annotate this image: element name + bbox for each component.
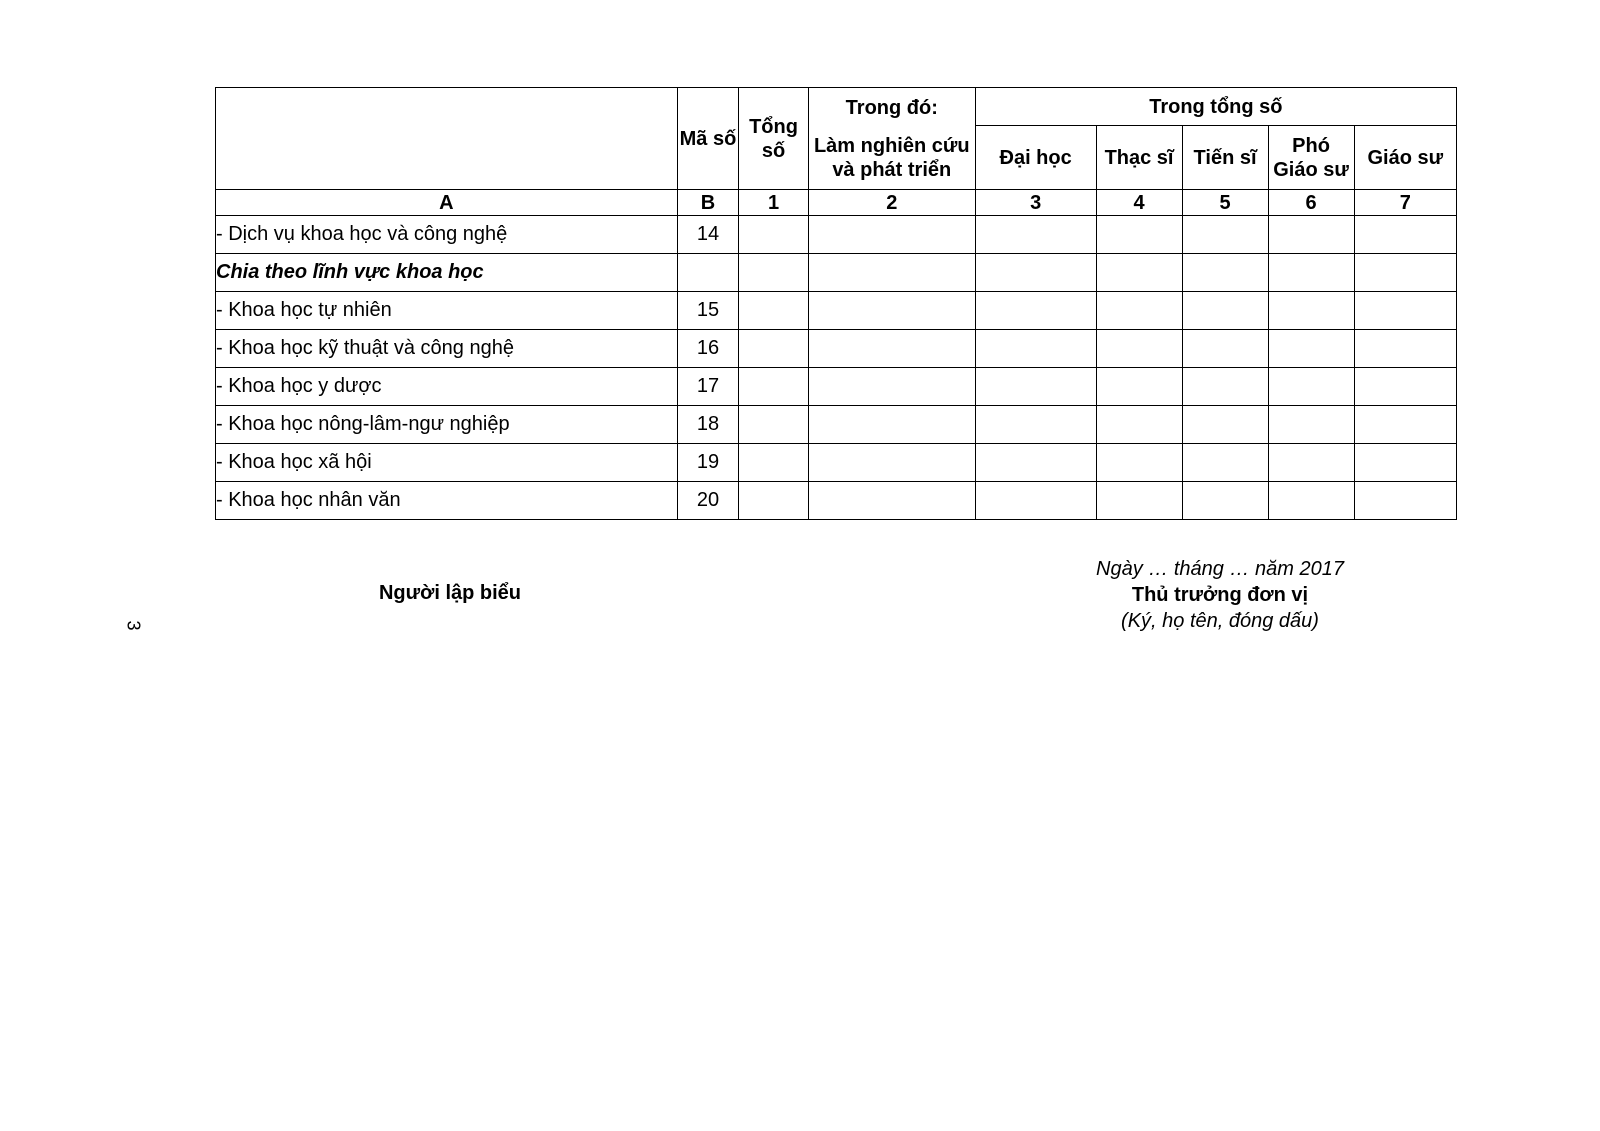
cell-giao-su[interactable]	[1354, 330, 1456, 368]
cell-giao-su[interactable]	[1354, 482, 1456, 520]
table-row	[216, 482, 1457, 520]
header-thac-si: Thạc sĩ	[1096, 126, 1182, 190]
cell-research[interactable]	[808, 406, 975, 444]
cell-pho-giao-su[interactable]	[1268, 406, 1354, 444]
preparer-label: Người lập biểu	[378, 582, 522, 604]
row-label: - Khoa học xã hội	[216, 444, 678, 482]
cell-tien-si[interactable]	[1182, 482, 1268, 520]
cell-tien-si[interactable]	[1182, 368, 1268, 406]
cell-tong-so[interactable]	[739, 444, 809, 482]
column-letter: 7	[1354, 190, 1456, 216]
cell-thac-si[interactable]	[1096, 482, 1182, 520]
cell-giao-su[interactable]	[1354, 406, 1456, 444]
cell-thac-si[interactable]	[1096, 406, 1182, 444]
header-giao-su: Giáo sư	[1354, 126, 1456, 190]
cell-research[interactable]	[808, 330, 975, 368]
cell-pho-giao-su[interactable]	[1268, 292, 1354, 330]
cell-tien-si[interactable]	[1182, 444, 1268, 482]
head-note: (Ký, họ tên, đóng dấu)	[1121, 610, 1319, 632]
row-code	[677, 254, 738, 292]
header-dai-hoc: Đại học	[975, 126, 1096, 190]
cell-dai-hoc[interactable]	[975, 406, 1096, 444]
header-ma-so: Mã số	[677, 88, 738, 190]
header-trong-do	[808, 88, 975, 190]
cell-research[interactable]	[808, 216, 975, 254]
cell-pho-giao-su[interactable]	[1268, 444, 1354, 482]
cell-pho-giao-su[interactable]	[1268, 330, 1354, 368]
cell-pho-giao-su[interactable]	[1268, 254, 1354, 292]
row-code: 17	[677, 368, 738, 406]
cell-tong-so[interactable]	[739, 406, 809, 444]
column-letter: A	[216, 190, 678, 216]
header-blank	[216, 88, 678, 190]
cell-giao-su[interactable]	[1354, 292, 1456, 330]
section-label: Chia theo lĩnh vực khoa học	[216, 254, 678, 292]
column-letter: 1	[739, 190, 809, 216]
cell-dai-hoc[interactable]	[975, 482, 1096, 520]
row-code: 15	[677, 292, 738, 330]
cell-tong-so[interactable]	[739, 482, 809, 520]
table-row	[216, 292, 1457, 330]
head-title: Thủ trưởng đơn vị	[1131, 584, 1309, 606]
table-row	[216, 216, 1457, 254]
cell-tong-so[interactable]	[739, 330, 809, 368]
row-label: - Khoa học tự nhiên	[216, 292, 678, 330]
row-label: - Dịch vụ khoa học và công nghệ	[216, 216, 678, 254]
table-row	[216, 406, 1457, 444]
column-letter: 6	[1268, 190, 1354, 216]
row-code: 19	[677, 444, 738, 482]
cell-giao-su[interactable]	[1354, 444, 1456, 482]
cell-thac-si[interactable]	[1096, 330, 1182, 368]
column-letter: 4	[1096, 190, 1182, 216]
header-trong-tong-so: Trong tổng số	[975, 88, 1456, 126]
table-row	[216, 254, 1457, 292]
row-code: 20	[677, 482, 738, 520]
cell-research[interactable]	[808, 254, 975, 292]
signature-block	[1060, 556, 1380, 634]
column-letter-row	[216, 190, 1457, 216]
cell-dai-hoc[interactable]	[975, 444, 1096, 482]
column-letter: B	[677, 190, 738, 216]
table-row	[216, 444, 1457, 482]
table-row	[216, 368, 1457, 406]
cell-tien-si[interactable]	[1182, 292, 1268, 330]
header-pho-giao-su: Phó Giáo sư	[1268, 126, 1354, 190]
cell-tong-so[interactable]	[739, 292, 809, 330]
cell-thac-si[interactable]	[1096, 216, 1182, 254]
cell-thac-si[interactable]	[1096, 368, 1182, 406]
table-row	[216, 330, 1457, 368]
row-label: - Khoa học nông-lâm-ngư nghiệp	[216, 406, 678, 444]
cell-dai-hoc[interactable]	[975, 368, 1096, 406]
cell-giao-su[interactable]	[1354, 216, 1456, 254]
row-code: 18	[677, 406, 738, 444]
header-trong-do-label: Trong đó:	[845, 96, 938, 119]
header-lam-nghien-cuu: Làm nghiên cứu và phát triển	[813, 134, 970, 181]
cell-dai-hoc[interactable]	[975, 216, 1096, 254]
cell-tong-so[interactable]	[739, 254, 809, 292]
row-label: - Khoa học nhân văn	[216, 482, 678, 520]
cell-pho-giao-su[interactable]	[1268, 482, 1354, 520]
row-code: 14	[677, 216, 738, 254]
header-tien-si: Tiến sĩ	[1182, 126, 1268, 190]
cell-dai-hoc[interactable]	[975, 254, 1096, 292]
header-tong-so: Tổng số	[739, 88, 809, 190]
cell-tien-si[interactable]	[1182, 330, 1268, 368]
row-code: 16	[677, 330, 738, 368]
cell-thac-si[interactable]	[1096, 254, 1182, 292]
cell-tong-so[interactable]	[739, 368, 809, 406]
cell-dai-hoc[interactable]	[975, 330, 1096, 368]
cell-pho-giao-su[interactable]	[1268, 216, 1354, 254]
statistics-table	[215, 87, 1457, 520]
cell-tong-so[interactable]	[739, 216, 809, 254]
row-label: - Khoa học y dược	[216, 368, 678, 406]
column-letter: 2	[808, 190, 975, 216]
cell-giao-su[interactable]	[1354, 254, 1456, 292]
cell-thac-si[interactable]	[1096, 292, 1182, 330]
cell-tien-si[interactable]	[1182, 406, 1268, 444]
cell-tien-si[interactable]	[1182, 216, 1268, 254]
cell-research[interactable]	[808, 482, 975, 520]
cell-research[interactable]	[808, 444, 975, 482]
cell-research[interactable]	[808, 292, 975, 330]
date-line: Ngày … tháng … năm 2017	[1096, 558, 1344, 580]
cell-dai-hoc[interactable]	[975, 292, 1096, 330]
cell-giao-su[interactable]	[1354, 368, 1456, 406]
cell-pho-giao-su[interactable]	[1268, 368, 1354, 406]
column-letter: 5	[1182, 190, 1268, 216]
cell-thac-si[interactable]	[1096, 444, 1182, 482]
column-letter: 3	[975, 190, 1096, 216]
cell-research[interactable]	[808, 368, 975, 406]
cell-tien-si[interactable]	[1182, 254, 1268, 292]
page-number: 3	[123, 620, 144, 631]
row-label: - Khoa học kỹ thuật và công nghệ	[216, 330, 678, 368]
